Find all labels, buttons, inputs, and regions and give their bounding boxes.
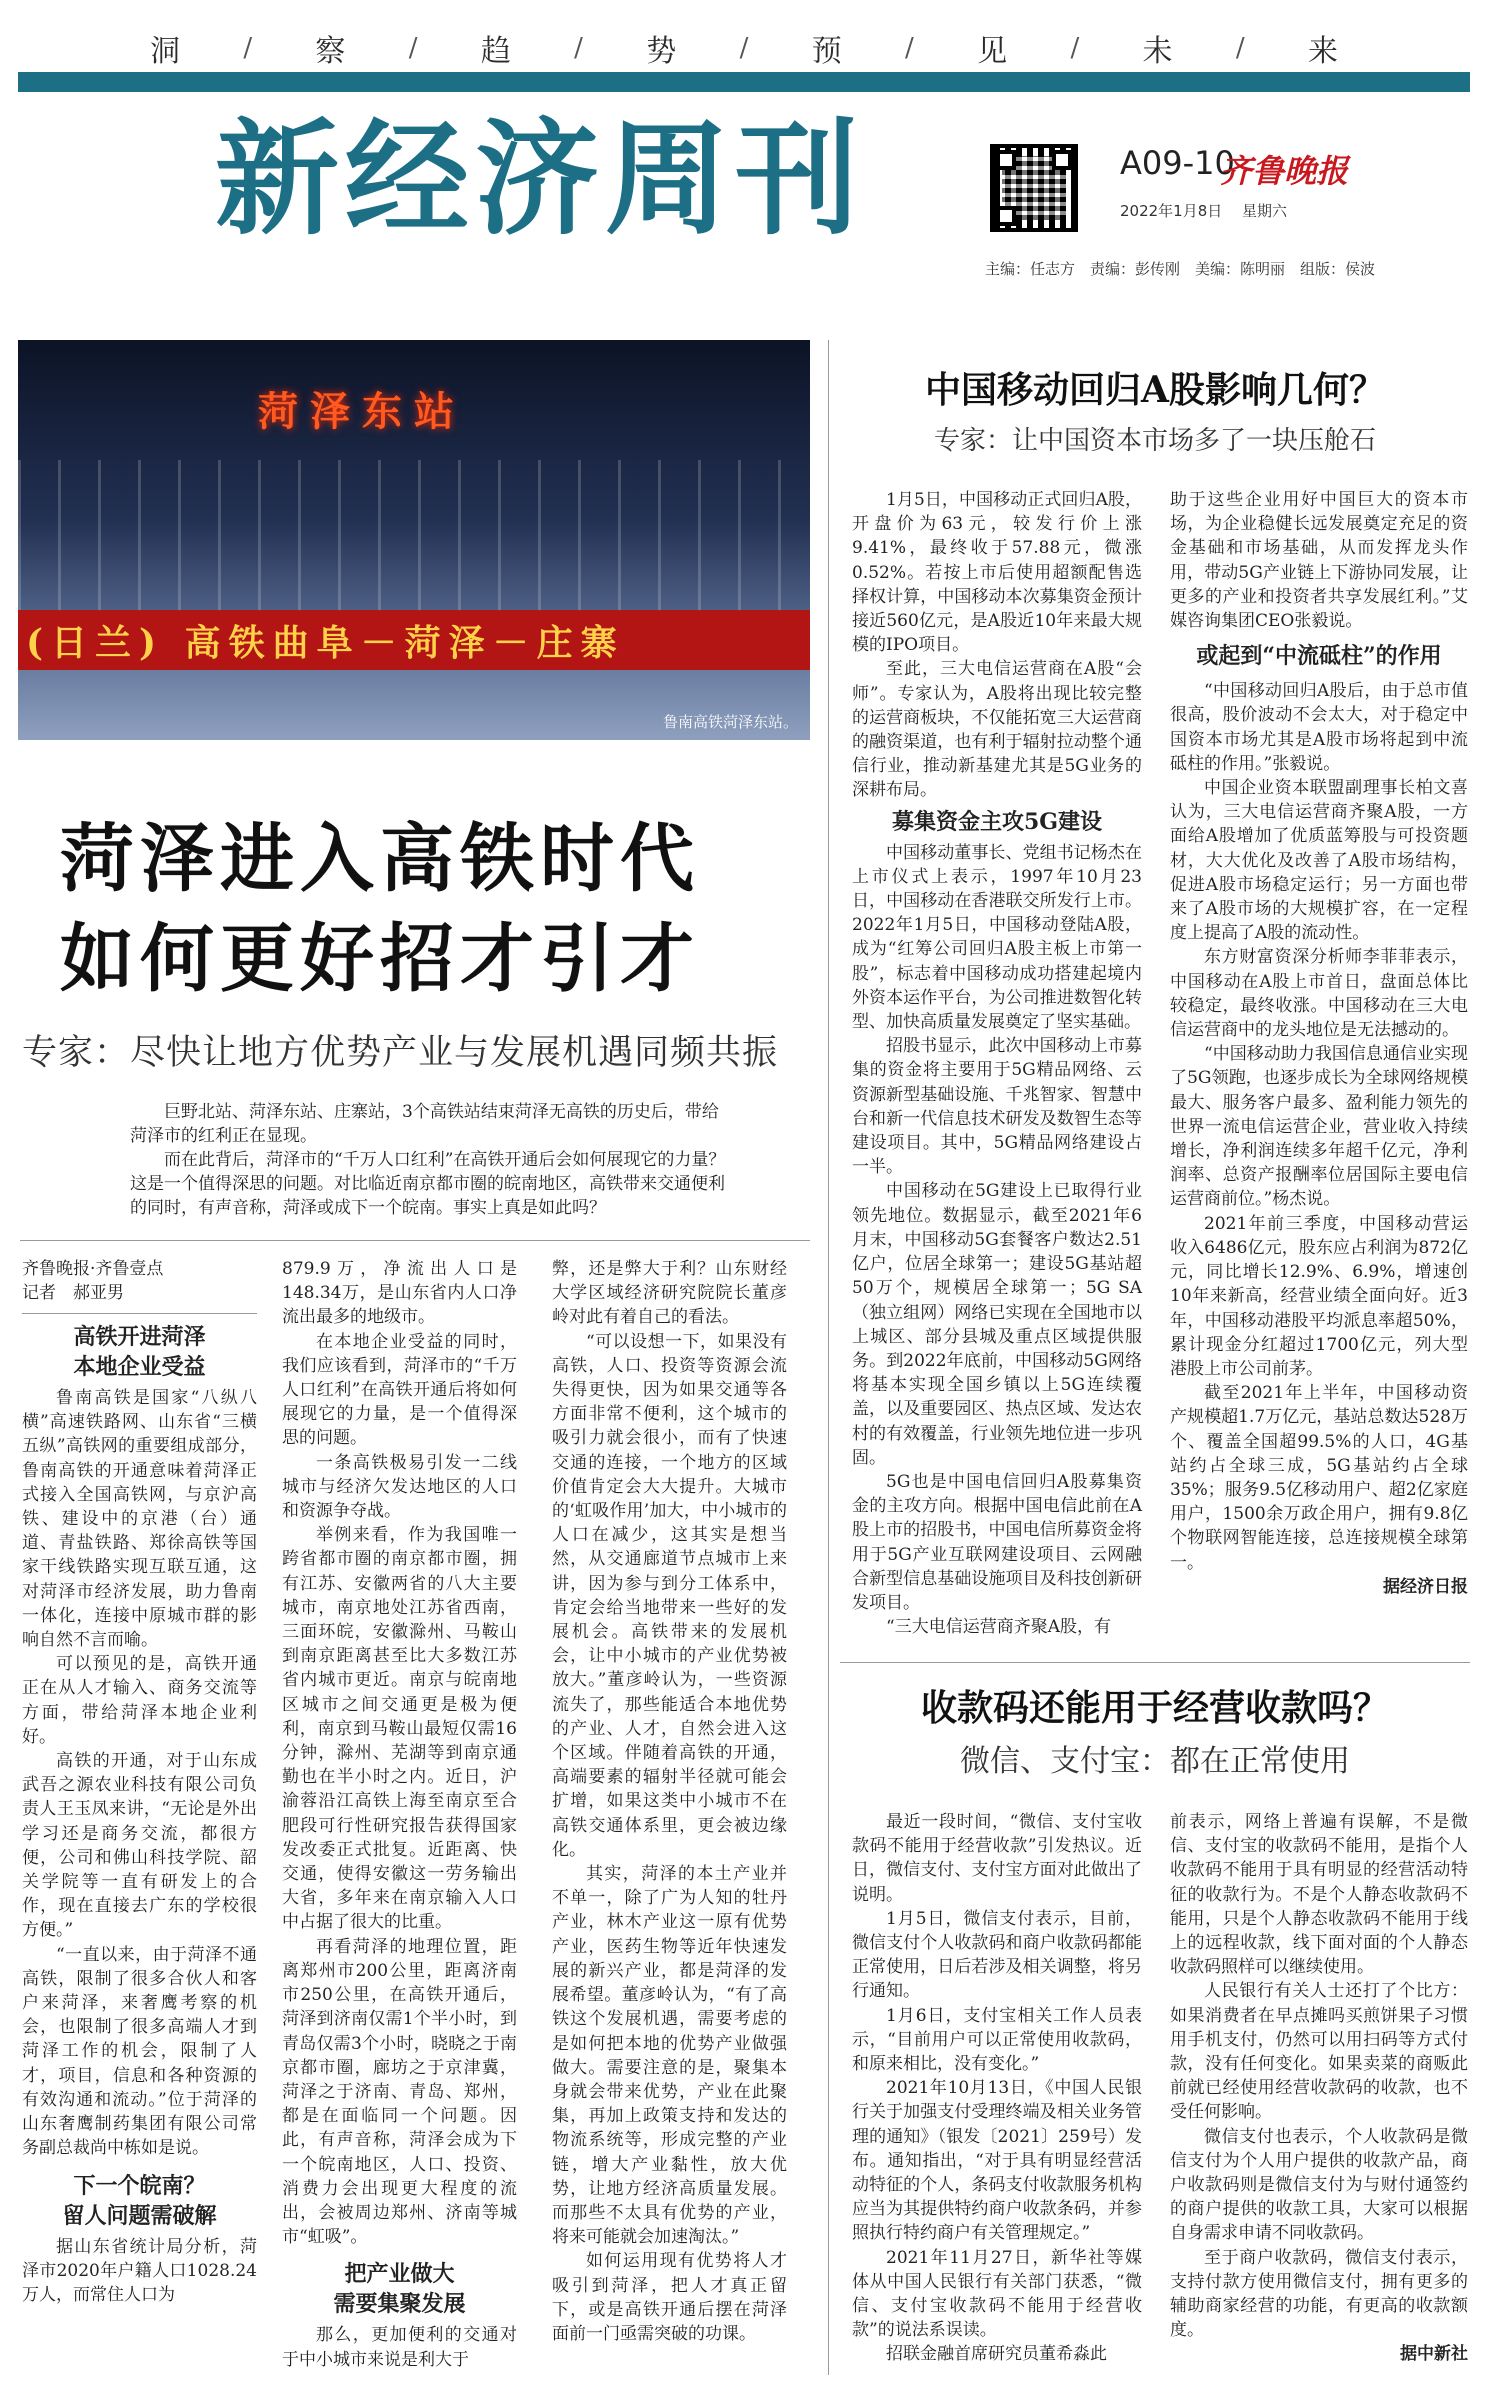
date-text: 2022年1月8日 [1120, 202, 1223, 220]
article-title: 中国移动回归A股影响几何？ [925, 369, 1385, 411]
paragraph: 前表示，网络上普遍有误解，不是微信、支付宝的收款码不能用，是指个人收款码不能用于具有明显的经营活动特征的收款行为。不是个人静态收款码不能用，只是个人静态收款码不能用于线上的远程收款，线下面对面的个人静态收款码照样可以继续使用。 [1170, 1812, 1468, 1978]
section-heading: 把产业做大 需要集聚发展 [333, 2261, 466, 2318]
page-number: A09-10 [1120, 144, 1235, 182]
station-sign: 菏泽东站 [258, 388, 466, 435]
lead-paragraph: 巨野北站、菏泽东站、庄寨站，3个高铁站结束菏泽无高铁的历史后，带给菏泽市的红利正在显现。 [130, 1102, 719, 1146]
divider [840, 1662, 1470, 1663]
paragraph: 再看菏泽的地理位置，距离郑州市200公里，距离济南市250公里，在高铁开通后，菏泽到济南仅需1个半小时，到青岛仅需3个小时，晓晓之于南京都市圈，廊坊之于京津冀，菏泽之于济南、青岛、郑州，都是在面临同一个问题。因此，有声音称，菏泽会成为下一个皖南地区，人口、投资、消费力会出现更大程度的流出，会被周边郑州、济南等城市“虹吸”。 [282, 1936, 517, 2248]
article-subtitle: 专家：尽快让地方优势产业与发展机遇同频共振 [22, 1033, 779, 1073]
photo-caption: 鲁南高铁菏泽东站。 [662, 713, 798, 731]
paragraph: 2021年10月13日，《中国人民银行关于加强支付受理终端及相关业务管理的通知》（银发〔2021〕259号）发布。通知指出，“对于具有明显经营活动特征的个人，条码支付收款服务机构应当为其提供特约商户收款条码，并参照执行特约商户有关管理规定。” [852, 2078, 1142, 2244]
station-banner: (日兰) 高铁曲阜－菏泽－庄寨 [18, 610, 810, 670]
paragraph: 其实，菏泽的本土产业并不单一，除了广为人知的牡丹产业，林木产业这一原有优势产业，医药生物等近年快速发展的新兴产业，都是菏泽的发展希望。董彦岭认为，“有了高铁这个发展机遇，需要考虑的是如何把本地的优势产业做强做大。需要注意的是，聚集本身就会带来优势，产业在此聚集，再加上政策支持和发达的物流系统等，形成完整的产业链，增大产业黏性，放大优势，让地方经济高质量发展。而那些不太具有优势的产业，将来可能就会加速淘汰。” [552, 1864, 787, 2248]
motto-char: 趋 [480, 34, 513, 69]
section-heading: 或起到“中流砥柱”的作用 [1196, 643, 1442, 670]
paragraph: 至于商户收款码，微信支付表示，支持付款方使用微信支付，拥有更多的辅助商家经营的功能，有更高的收款额度。 [1170, 2247, 1468, 2341]
paragraph: 招联金融首席研究员董希淼此 [886, 2344, 1107, 2365]
paragraph: “中国移动助力我国信息通信业实现了5G领跑，也逐步成长为全球网络规模最大、服务客户最多、盈利能力领先的世界一流电信运营企业，营业收入持续增长，净利润连续多年超千亿元，净利润率、总资产报酬率位居国际主要电信运营商前位。”杨杰说。 [1170, 1044, 1468, 1210]
paragraph: 2021年前三季度，中国移动营运收入6486亿元，股东应占利润为872亿元，同比增长12.9%、6.9%，增速创10年来新高，经营业绩全面向好。近3年，中国移动港股平均派息率超50%，累计现金分红超过1700亿元，列大型港股上市公司前茅。 [1170, 1213, 1468, 1379]
paragraph: 一条高铁极易引发一二线城市与经济欠发达地区的人口和资源争夺战。 [282, 1452, 517, 1522]
lead-paragraph: 而在此背后，菏泽市的“千万人口红利”在高铁开通后会如何展现它的力量？这是一个值得深思的问题。对比临近南京都市圈的皖南地区，高铁带来交通便利的同时，有声音称，菏泽或成下一个皖南。事实上真是如此吗？ [130, 1150, 726, 1218]
paragraph: 2021年11月27日，新华社等媒体从中国人民银行有关部门获悉，“微信、支付宝收款码不能用于经营收款”的说法系误读。 [852, 2247, 1142, 2341]
editor-credits: 主编：任志方 责编：彭传刚 美编：陈明丽 组版：侯波 [985, 260, 1376, 278]
qr-code-icon[interactable] [990, 144, 1078, 232]
paragraph: 招股书显示，此次中国移动上市募集的资金将主要用于5G精品网络、云资源新型基础设施、千兆智家、智慧中台和新一代信息技术研发及数智生态等建设项目。其中，5G精品网络建设占一半。 [852, 1036, 1142, 1178]
article-lead [130, 1100, 730, 1220]
paragraph: 1月6日，支付宝相关工作人员表示，“目前用户可以正常使用收款码，和原来相比，没有变化。” [852, 2005, 1142, 2075]
weekday-text: 星期六 [1242, 202, 1288, 220]
paragraph: 至此，三大电信运营商在A股“会师”。专家认为，A股将出现比较完整的运营商板块，不仅能拓宽三大运营商的融资渠道，也有利于辐射拉动整个通信行业，推动新基建尤其是5G业务的深耕布局。 [852, 659, 1142, 801]
paragraph: 据山东省统计局分析，菏泽市2020年户籍人口1028.24万人，而常住人口为 [22, 2236, 257, 2305]
issue-date [1120, 200, 1287, 221]
paragraph: 高铁的开通，对于山东成武吾之源农业科技有限公司负责人王玉凤来讲，“无论是外出学习还是商务交流，都很方便，公司和佛山科技学院、韶关学院等一直有研发上的合作，现在直接去广东的学校很方便。” [22, 1751, 257, 1941]
motto-char: 势 [646, 34, 679, 69]
article-source: 据中新社 [1400, 2344, 1468, 2365]
byline [22, 1257, 257, 1305]
paragraph: 微信支付也表示，个人收款码是微信支付为个人用户提供的收款产品，商户收款码则是微信支付为与财付通签约的商户提供的收款工具，大家可以根据自身需求申请不同收款码。 [1170, 2126, 1468, 2244]
paragraph: 879.9万，净流出人口是148.34万，是山东省内人口净流出最多的地级市。 [282, 1259, 517, 1328]
newspaper-logo: 齐鲁晚报 [1220, 152, 1349, 190]
header-divider-bar [18, 72, 1470, 92]
paragraph: 弊，还是弊大于利？山东财经大学区域经济研究院院长董彦岭对此有着自己的看法。 [552, 1259, 787, 1328]
section-heading: 募集资金主攻5G建设 [891, 808, 1103, 835]
article-title: 收款码还能用于经营收款吗？ [920, 1687, 1389, 1729]
headline-line2: 如何更好招才引才 [60, 916, 700, 1002]
paragraph: “一直以来，由于菏泽不通高铁，限制了很多合伙人和客户来菏泽，来奢鹰考察的机会，也限制了很多高端人才到菏泽工作的机会，限制了人才，项目，信息和各种资源的有效沟通和流动。”位于菏泽的山东奢鹰制药集团有限公司常务副总裁尚中栋如是说。 [22, 1944, 257, 2159]
motto-char: 预 [811, 34, 844, 69]
paragraph: 最近一段时间，“微信、支付宝收款码不能用于经营收款”引发热议。近日，微信支付、支付宝方面对此做出了说明。 [852, 1812, 1142, 1905]
motto-char: 来 [1307, 34, 1340, 69]
paragraph: 举例来看，作为我国唯一跨省都市圈的南京都市圈，拥有江苏、安徽两省的八大主要城市，南京地处江苏省西南，三面环皖，安徽滁州、马鞍山到南京距离甚至比大多数江苏省内城市更近。南京与皖南地区城市之间交通更是极为便利，南京到马鞍山最短仅需16分钟，滁州、芜湖等到南京通勤也在半小时之内。近日，沪渝蓉沿江高铁上海至南京至合肥段可行性研究报告获得国家发改委正式批复。近距离、快交通，使得安徽这一劳务输出大省，多年来在南京输入人口中占据了很大的比重。 [282, 1525, 517, 1933]
paragraph: “三大电信运营商齐聚A股，有 [886, 1617, 1111, 1638]
left-column-3 [552, 1257, 787, 2346]
station-photo [18, 340, 810, 740]
motto-char: 洞 [150, 34, 182, 69]
headline-line1: 菏泽进入高铁时代 [60, 816, 700, 902]
paragraph: 中国移动在5G建设上已取得行业领先地位。数据显示，截至2021年6月末，中国移动5G套餐客户数达2.51亿户，位居全球第一；建设5G基站超50万个，规模居全球第一；5G SA（独立组网）网络已实现在全国地市以上城区、部分县城及重点区域提供服务。到2022年底前，中国移动5G网络将基本实现全国乡镇以上5G连续覆盖，以及重要园区、热点区域、发达农村的有效覆盖，行业领先地位进一步巩固。 [852, 1181, 1142, 1468]
article-source: 据经济日报 [1383, 1576, 1468, 1597]
paragraph: “中国移动回归A股后，由于总市值很高，股价波动不会太大，对于稳定中国资本市场尤其是A股市场将起到中流砥柱的作用。”张毅说。 [1170, 681, 1468, 774]
article-subtitle: 微信、支付宝：都在正常使用 [960, 1744, 1350, 1779]
article-subtitle: 专家：让中国资本市场多了一块压舱石 [933, 426, 1376, 456]
motto-char: 察 [315, 34, 348, 69]
byline-reporter: 记者 郝亚男 [22, 1283, 124, 1303]
motto-char: 未 [1142, 34, 1175, 69]
paragraph: 人民银行有关人士还打了个比方：如果消费者在早点摊吗买煎饼果子习惯用手机支付，仍然可以用扫码等方式付款，没有任何变化。如果卖菜的商贩此前就已经使用经营收款码的收款，也不受任何影响。 [1170, 1981, 1468, 2123]
paragraph: “可以设想一下，如果没有高铁，人口、投资等资源会流失得更快，因为如果交通等各方面非常不便利，这个城市的吸引力就会很小，而有了快速交通的连接，一个地方的区域价值肯定会大大提升。大城市的‘虹吸作用’加大，中小城市的人口在减少，这其实是想当然，从交通廊道节点城市上来讲，因为参与到分工体系中，肯定会给当地带来一些好的发展机会。高铁带来的发展机会，让中小城市的产业优势被放大。”董彦岭认为，一些资源流失了，那些能适合本地优势的产业、人才，自然会进入这个区域。伴随着高铁的开通，高端要素的辐射半径就可能会扩增，如果这类中小城市不在高铁交通体系里，更会被边缘化。 [552, 1331, 787, 1860]
left-column-2 [282, 1257, 517, 2372]
paragraph: 中国移动董事长、党组书记杨杰在上市仪式上表示，1997年10月23日，中国移动在香港联交所发行上市。2022年1月5日，中国移动登陆A股，成为“红筹公司回归A股主板上市第一股”，标志着中国移动成功搭建起境内外资本运作平台，为公司推进数智化转型、加快高质量发展奠定了坚实基础。 [852, 842, 1142, 1033]
section-heading: 高铁开进菏泽 本地企业受益 [73, 1324, 206, 1380]
right-bottom-column-2 [1170, 1810, 1468, 2367]
paragraph: 东方财富资深分析师李菲菲表示，中国移动在A股上市首日，盘面总体比较稳定，最终收涨。中国移动在三大电信运营商中的龙头地位是无法撼动的。 [1170, 947, 1468, 1041]
paragraph: 1月5日，中国移动正式回归A股，开盘价为63元，较发行价上涨9.41%，最终收于57.88元，微涨0.52%。若按上市后使用超额配售选择权计算，中国移动本次募集资金预计接近560亿元，是A股近10年来最大规模的IPO项目。 [852, 490, 1142, 656]
left-column-1 [22, 1257, 257, 2307]
masthead-title: 新经济周刊 [215, 108, 866, 252]
byline-outlet: 齐鲁晚报·齐鲁壹点 [22, 1259, 164, 1279]
paragraph: 中国企业资本联盟副理事长柏文喜认为，三大电信运营商齐聚A股，一方面给A股增加了优质蓝筹股与可投资题材，大大优化及改善了A股市场结构，促进A股市场稳定运行；另一方面也带来了A股市场的大规模扩容，在一定程度上提高了A股的流动性。 [1170, 778, 1468, 944]
paragraph: 那么，更加便利的交通对于中小城市来说是利大于 [282, 2325, 517, 2370]
paragraph: 在本地企业受益的同时，我们应该看到，菏泽市的“千万人口红利”在高铁开通后将如何展现它的力量，是一个值得深思的问题。 [282, 1331, 517, 1449]
right-bottom-column-1 [852, 1810, 1142, 2367]
paragraph: 如何运用现有优势将人才吸引到菏泽，把人才真正留下，或是高铁开通后摆在菏泽面前一门亟需突破的功课。 [552, 2251, 787, 2344]
right-top-column-1 [852, 488, 1142, 1639]
paragraph: 5G也是中国电信回归A股募集资金的主攻方向。根据中国电信此前在A股上市的招股书，中国电信所募资金将用于5G产业互联网建设项目、云网融合新型信息基础设施项目及科技创新研发项目。 [852, 1471, 1142, 1613]
paragraph: 助于这些企业用好中国巨大的资本市场，为企业稳健长远发展奠定充足的资金基础和市场基础，从而发挥龙头作用，带动5G产业链上下游协同发展，让更多的产业和投资者共享发展红利。”艾媒咨询集团CEO张毅说。 [1170, 490, 1468, 632]
paragraph: 鲁南高铁是国家“八纵八横”高速铁路网、山东省“三横五纵”高铁网的重要组成部分，鲁南高铁的开通意味着菏泽正式接入全国高铁网，与京沪高铁、建设中的京港（台）通道、青盐铁路、郑徐高铁等国家干线铁路实现互联互通，这对菏泽市经济发展，助力鲁南一体化，连接中原城市群的影响自然不言而喻。 [22, 1388, 257, 1651]
motto-bar: 洞 / 察 / 趋 / 势 / 预 / 见 / 未 / 来 [150, 28, 1340, 68]
right-top-column-2 [1170, 488, 1468, 1599]
column-rule [828, 340, 829, 2375]
divider [20, 1240, 810, 1241]
paragraph: 截至2021年上半年，中国移动资产规模超1.7万亿元，基站总数达528万个、覆盖全国超99.5%的人口，4G基站约占全球三成，5G基站约占全球35%；服务9.5亿移动用户、超2亿家庭用户，1500余万政企用户，拥有9.8亿个物联网智能连接，总连接规模全球第一。 [1170, 1383, 1468, 1573]
section-heading: 下一个皖南？ 留人问题需破解 [62, 2172, 217, 2229]
motto-char: 见 [977, 34, 1010, 69]
paragraph: 可以预见的是，高铁开通正在从人才输入、商务交流等方面，带给菏泽本地企业利好。 [22, 1654, 257, 1747]
paragraph: 1月5日，微信支付表示，目前，微信支付个人收款码和商户收款码都能正常使用，日后若涉及相关调整，将另行通知。 [852, 1908, 1142, 2002]
